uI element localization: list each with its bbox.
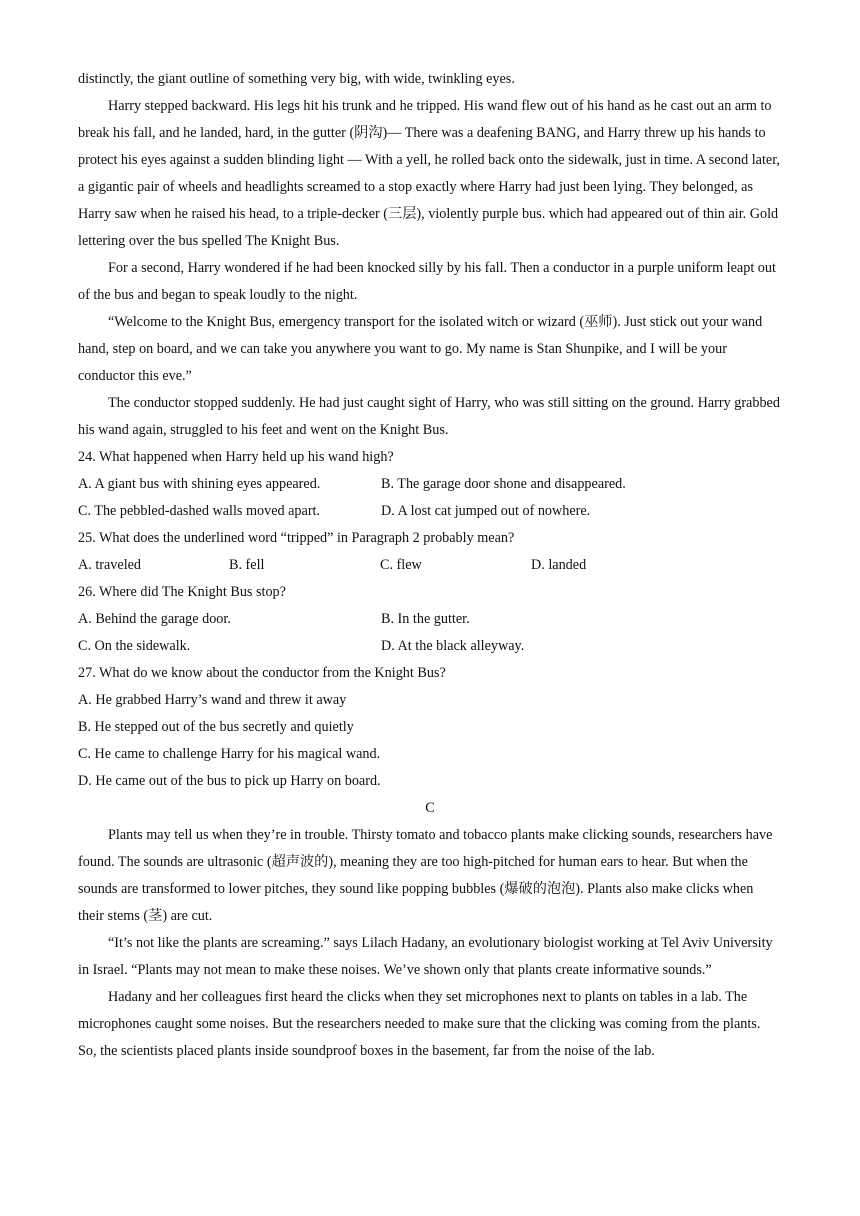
question-26-option-d: D. At the black alleyway. xyxy=(381,638,525,654)
question-27-stem: 27. What do we know about the conductor from the Knight Bus? xyxy=(78,665,446,681)
question-27-option-b: B. He stepped out of the bus secretly and quietly xyxy=(78,719,354,735)
passage-c-paragraph-1: Plants may tell us when they’re in trouble. Thirsty tomato and tobacco plants make clicking sounds, researchers have found. The sounds are ultrasonic (超声波的), meaning they are too high-pitched for human ears to hear. But when the sounds are transformed to lower pitches, they sound like popping bubbles (爆破的泡泡). Plants also make clicks when their stems (茎) are cut. xyxy=(78,827,773,924)
question-27-option-a: A. He grabbed Harry’s wand and threw it away xyxy=(78,692,347,708)
question-24-options-row-1 xyxy=(78,471,782,498)
question-24-option-b: B. The garage door shone and disappeared. xyxy=(381,476,626,492)
question-25-option-b: B. fell xyxy=(229,557,265,573)
question-25-option-d: D. landed xyxy=(531,557,587,573)
question-25-option-c: C. flew xyxy=(380,557,422,573)
question-24-stem: 24. What happened when Harry held up his wand high? xyxy=(78,449,394,465)
question-25-option-a: A. traveled xyxy=(78,557,142,573)
question-26-options-row-1 xyxy=(78,606,782,633)
question-24-option-c: C. The pebbled-dashed walls moved apart. xyxy=(78,503,321,519)
question-24-options-row-2 xyxy=(78,498,782,525)
question-25-options-row xyxy=(78,552,782,579)
passage-c-heading: C xyxy=(425,800,435,816)
question-27-option-d: D. He came out of the bus to pick up Harry on board. xyxy=(78,773,381,789)
question-25-stem: 25. What does the underlined word “tripped” in Paragraph 2 probably mean? xyxy=(78,530,515,546)
question-27-option-c: C. He came to challenge Harry for his magical wand. xyxy=(78,746,381,762)
passage-b-paragraph-1-tail: distinctly, the giant outline of something very big, with wide, twinkling eyes. xyxy=(78,71,515,87)
question-26-options-row-2 xyxy=(78,633,782,660)
question-26-option-b: B. In the gutter. xyxy=(381,611,470,627)
passage-b-paragraph-2: Harry stepped backward. His legs hit his trunk and he tripped. His wand flew out of his hand as he cast out an arm to break his fall, and he landed, hard, in the gutter (阴沟)— There was a deafening BANG, and Harry threw up his hands to protect his eyes against a sudden blinding light — With a yell, he rolled back onto the sidewalk, just in time. A second later, a gigantic pair of wheels and headlights screamed to a stop exactly where Harry had just been lying. They belonged, as Harry saw when he raised his head, to a triple-decker (三层), violently purple bus. which had appeared out of thin air. Gold lettering over the bus spelled The Knight Bus. xyxy=(78,98,780,249)
question-24-option-d: D. A lost cat jumped out of nowhere. xyxy=(381,503,591,519)
question-26-stem: 26. Where did The Knight Bus stop? xyxy=(78,584,286,600)
question-24-option-a: A. A giant bus with shining eyes appeared. xyxy=(78,476,321,492)
passage-b-paragraph-4: “Welcome to the Knight Bus, emergency transport for the isolated witch or wizard (巫师). Just stick out your wand hand, step on board, and we can take you anywhere you want to go. My name is Stan Shunpike, and I will be your conductor this eve.” xyxy=(78,314,763,384)
question-26-option-a: A. Behind the garage door. xyxy=(78,611,231,627)
passage-b-paragraph-3: For a second, Harry wondered if he had been knocked silly by his fall. Then a conductor in a purple uniform leapt out of the bus and began to speak loudly to the night. xyxy=(78,260,776,303)
passage-b-paragraph-5: The conductor stopped suddenly. He had just caught sight of Harry, who was still sitting on the ground. Harry grabbed his wand again, struggled to his feet and went on the Knight Bus. xyxy=(78,395,780,438)
passage-c-paragraph-2: “It’s not like the plants are screaming.” says Lilach Hadany, an evolutionary biologist working at Tel Aviv University in Israel. “Plants may not mean to make these noises. We’ve shown only that plants create informative sounds.” xyxy=(78,935,773,978)
question-26-option-c: C. On the sidewalk. xyxy=(78,638,191,654)
passage-c-paragraph-3: Hadany and her colleagues first heard the clicks when they set microphones next to plants on tables in a lab. The microphones caught some noises. But the researchers needed to make sure that the clicking was coming from the plants. So, the scientists placed plants inside soundproof boxes in the basement, far from the noise of the lab. xyxy=(78,989,761,1059)
document-page xyxy=(78,66,782,1065)
